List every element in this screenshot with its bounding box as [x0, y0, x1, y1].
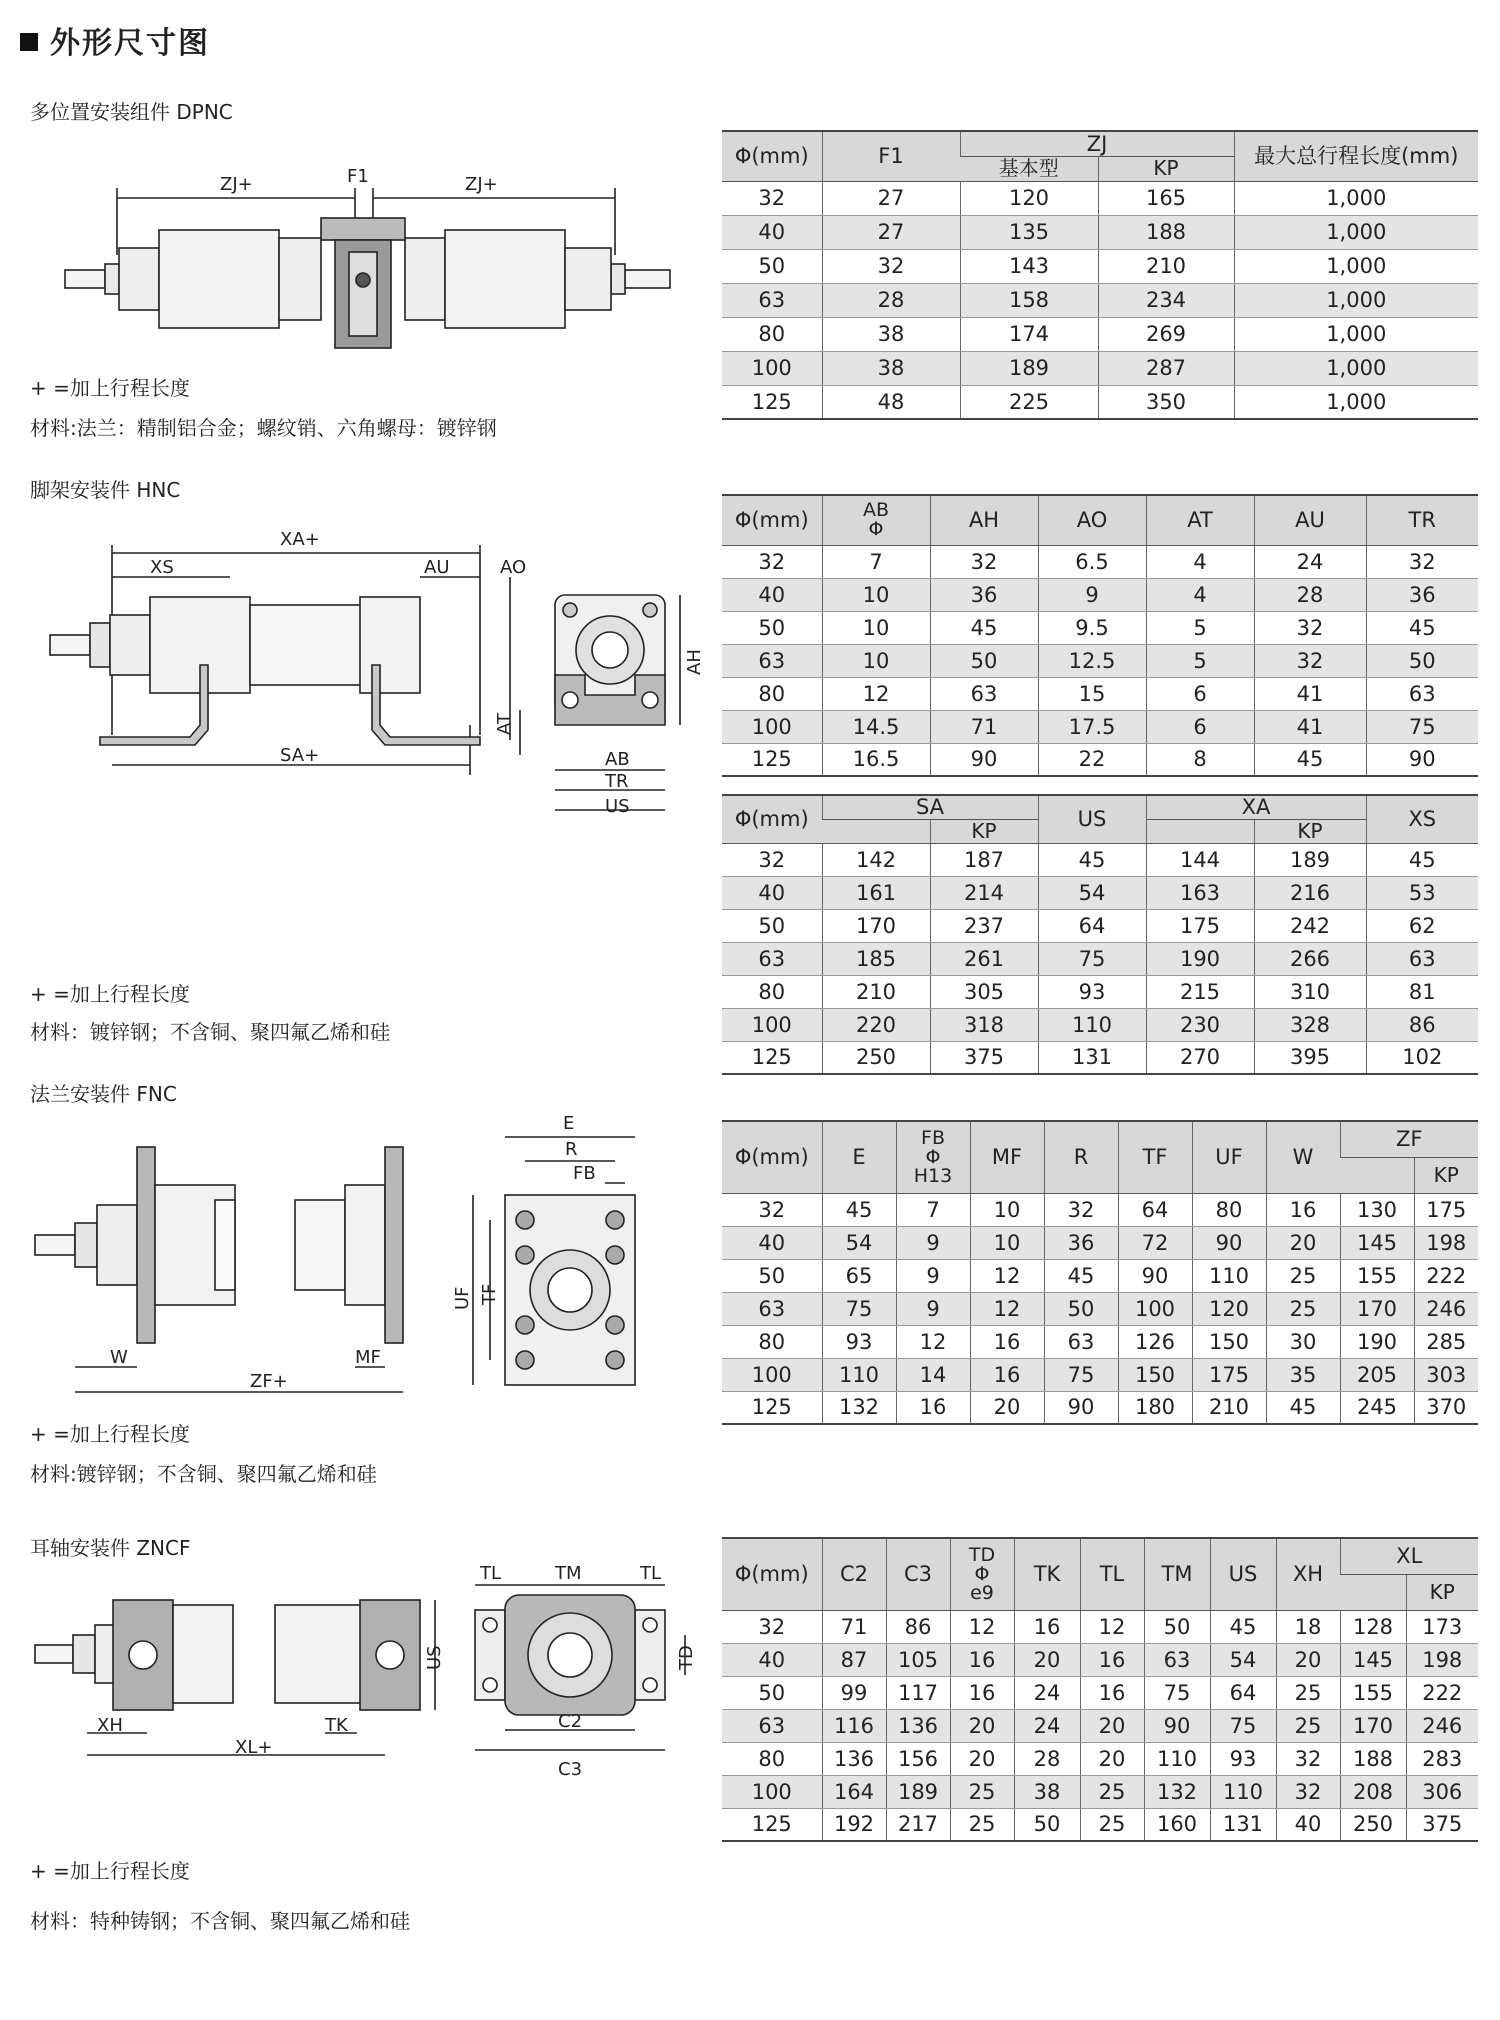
- table-row: 100 110 14 16 75 150 175 35 205 303: [722, 1358, 1478, 1391]
- svg-text:AH: AH: [684, 649, 705, 675]
- table-row: 63 116 136 20 24 20 90 75 25 170 246: [722, 1709, 1478, 1742]
- hnc-plus-note: + =加上行程长度: [30, 982, 190, 1006]
- svg-text:TL: TL: [640, 1563, 662, 1584]
- section-title-zncf: 耳轴安装件 ZNCF: [30, 1536, 191, 1560]
- square-bullet-icon: [20, 33, 38, 51]
- svg-text:R: R: [565, 1139, 578, 1160]
- zncf-table: Φ(mm) C2 C3 TD Φ e9 TK TL TM US XH XL KP 32 71 86 12 16 12 50 45 18 128 173 40 87 105 16 20 16 63 54 20 145 198 50 99 117 16 24 16 75 64 25 155 222 63 116 136 20 24 20 90 75 25 170 246 80 136 156 20 28 20 110 93 32 188 283 100 164 189 25 38 25 132 110 32 208 306 125 192 217 25 50 25 160 131 40 250 375: [722, 1537, 1478, 1842]
- table-row: 40 54 9 10 36 72 90 20 145 198: [722, 1226, 1478, 1259]
- fnc-table: Φ(mm) E FB Φ H13 MF R TF UF W ZF KP 32 45 7 10 32 64 80 16 130 175 40 54 9 10 36 72 90 20 145 198 50 65 9 12 45 90 110 25 155 222 63 75 9 12 50 100 120 25 170 246 80 93 12 16 63 126 150 30 190 285 100 110 14 16 75 150 175 35 205 303 125 132 16 20 90 180 210 45 245 370: [722, 1120, 1478, 1425]
- table-row: 40 27 135 188 1,000: [722, 215, 1478, 249]
- table-row: 32 142 187 45 144 189 45: [722, 843, 1478, 876]
- hnc-drawing: [40, 525, 720, 835]
- table-row: 125 16.5 90 22 8 45 90: [722, 743, 1478, 776]
- svg-text:AO: AO: [500, 557, 527, 578]
- table-row: 32 27 120 165 1,000: [722, 181, 1478, 215]
- svg-text:E: E: [563, 1113, 575, 1134]
- zncf-drawing: [25, 1555, 715, 1785]
- fnc-plus-note: + =加上行程长度: [30, 1422, 190, 1446]
- table-row: 63 28 158 234 1,000: [722, 283, 1478, 317]
- svg-text:AB: AB: [605, 749, 630, 770]
- dpnc-material-note: 材料:法兰：精制铝合金；螺纹销、六角螺母：镀锌钢: [30, 416, 497, 440]
- dpnc-drawing: [55, 160, 695, 360]
- table-row: 40 87 105 16 20 16 63 54 20 145 198: [722, 1643, 1478, 1676]
- table-row: 100 38 189 287 1,000: [722, 351, 1478, 385]
- table-row: 80 136 156 20 28 20 110 93 32 188 283: [722, 1742, 1478, 1775]
- table-row: 32 7 32 6.5 4 24 32: [722, 545, 1478, 578]
- table-row: 125 132 16 20 90 180 210 45 245 370: [722, 1391, 1478, 1424]
- svg-text:TD: TD: [676, 1645, 697, 1670]
- dpnc-plus-note: + =加上行程长度: [30, 376, 190, 400]
- table-row: 32 71 86 12 16 12 50 45 18 128 173: [722, 1610, 1478, 1643]
- fnc-drawing: [25, 1105, 715, 1415]
- table-row: 63 75 9 12 50 100 120 25 170 246: [722, 1292, 1478, 1325]
- table-row: 80 210 305 93 215 310 81: [722, 975, 1478, 1008]
- fnc-material-note: 材料:镀锌钢；不含铜、聚四氟乙烯和硅: [30, 1462, 377, 1486]
- svg-text:FB: FB: [573, 1163, 596, 1184]
- svg-text:SA+: SA+: [280, 745, 320, 766]
- table-row: 50 99 117 16 24 16 75 64 25 155 222: [722, 1676, 1478, 1709]
- table-row: 63 185 261 75 190 266 63: [722, 942, 1478, 975]
- svg-text:TK: TK: [325, 1715, 348, 1736]
- hnc-material-note: 材料：镀锌钢；不含铜、聚四氟乙烯和硅: [30, 1020, 390, 1044]
- table-row: 50 10 45 9.5 5 32 45: [722, 611, 1478, 644]
- table-row: 80 38 174 269 1,000: [722, 317, 1478, 351]
- svg-text:MF: MF: [355, 1347, 381, 1368]
- table-row: 50 32 143 210 1,000: [722, 249, 1478, 283]
- svg-text:AU: AU: [424, 557, 450, 578]
- svg-text:AT: AT: [494, 713, 515, 735]
- table-row: 32 45 7 10 32 64 80 16 130 175: [722, 1193, 1478, 1226]
- svg-text:TL: TL: [480, 1563, 502, 1584]
- table-row: 125 192 217 25 50 25 160 131 40 250 375: [722, 1808, 1478, 1841]
- page-title: 外形尺寸图: [20, 18, 210, 62]
- section-title-fnc: 法兰安装件 FNC: [30, 1082, 177, 1106]
- svg-text:ZJ+: ZJ+: [465, 174, 498, 195]
- svg-text:C3: C3: [558, 1759, 583, 1780]
- table-row: 80 12 63 15 6 41 63: [722, 677, 1478, 710]
- section-title-dpnc: 多位置安装组件 DPNC: [30, 100, 233, 124]
- svg-text:W: W: [110, 1347, 128, 1368]
- hnc-table-1: Φ(mm) AB Φ AH AO AT AU TR 32 7 32 6.5 4 24 32 40 10 36 9 4 28 36 50 10 45 9.5 5 32 45 63 10 50 12.5 5 32 50 80 12 63 15 6 41 63 100 14.5 71 17.5 6 41 75 125 16.5 90 22 8 45 90: [722, 494, 1478, 777]
- table-row: 100 14.5 71 17.5 6 41 75: [722, 710, 1478, 743]
- svg-text:TR: TR: [605, 771, 629, 792]
- svg-text:US: US: [605, 796, 630, 817]
- svg-text:C2: C2: [558, 1711, 583, 1732]
- table-row: 40 161 214 54 163 216 53: [722, 876, 1478, 909]
- svg-text:F1: F1: [347, 166, 369, 187]
- svg-text:XS: XS: [150, 557, 174, 578]
- svg-text:XL+: XL+: [235, 1737, 273, 1758]
- table-row: 100 164 189 25 38 25 132 110 32 208 306: [722, 1775, 1478, 1808]
- svg-text:XH: XH: [97, 1715, 123, 1736]
- svg-text:ZF+: ZF+: [250, 1371, 288, 1392]
- table-row: 125 250 375 131 270 395 102: [722, 1041, 1478, 1074]
- svg-text:ZJ+: ZJ+: [220, 174, 253, 195]
- zncf-material-note: 材料：特种铸钢；不含铜、聚四氟乙烯和硅: [30, 1909, 410, 1933]
- svg-text:TF: TF: [479, 1283, 500, 1305]
- dpnc-table: Φ(mm) F1 ZJ 最大总行程长度(mm) 基本型 KP 32 27 120 165 1,000 40 27 135 188 1,000 50 32 143 210 1,000 63 28 158 234 1,000 80 38 174 269 1,000 100 38 189 287 1,000 125 48 225 350 1,000: [722, 130, 1478, 420]
- svg-text:XA+: XA+: [280, 529, 320, 550]
- table-row: 100 220 318 110 230 328 86: [722, 1008, 1478, 1041]
- svg-text:TM: TM: [555, 1563, 582, 1584]
- table-row: 50 170 237 64 175 242 62: [722, 909, 1478, 942]
- table-row: 50 65 9 12 45 90 110 25 155 222: [722, 1259, 1478, 1292]
- table-row: 125 48 225 350 1,000: [722, 385, 1478, 419]
- hnc-table-2: Φ(mm) SA US XA XS KP KP 32 142 187 45 144 189 45 40 161 214 54 163 216 53 50 170 237 64 175 242 62 63 185 261 75 190 266 63 80 210 305 93 215 310 81 100 220 318 110 230 328 86 125 250 375 131 270 395 102: [722, 794, 1478, 1075]
- table-row: 63 10 50 12.5 5 32 50: [722, 644, 1478, 677]
- table-row: 80 93 12 16 63 126 150 30 190 285: [722, 1325, 1478, 1358]
- zncf-plus-note: + =加上行程长度: [30, 1859, 190, 1883]
- table-row: 40 10 36 9 4 28 36: [722, 578, 1478, 611]
- section-title-hnc: 脚架安装件 HNC: [30, 478, 181, 502]
- svg-text:US: US: [424, 1645, 445, 1670]
- svg-text:UF: UF: [452, 1286, 473, 1310]
